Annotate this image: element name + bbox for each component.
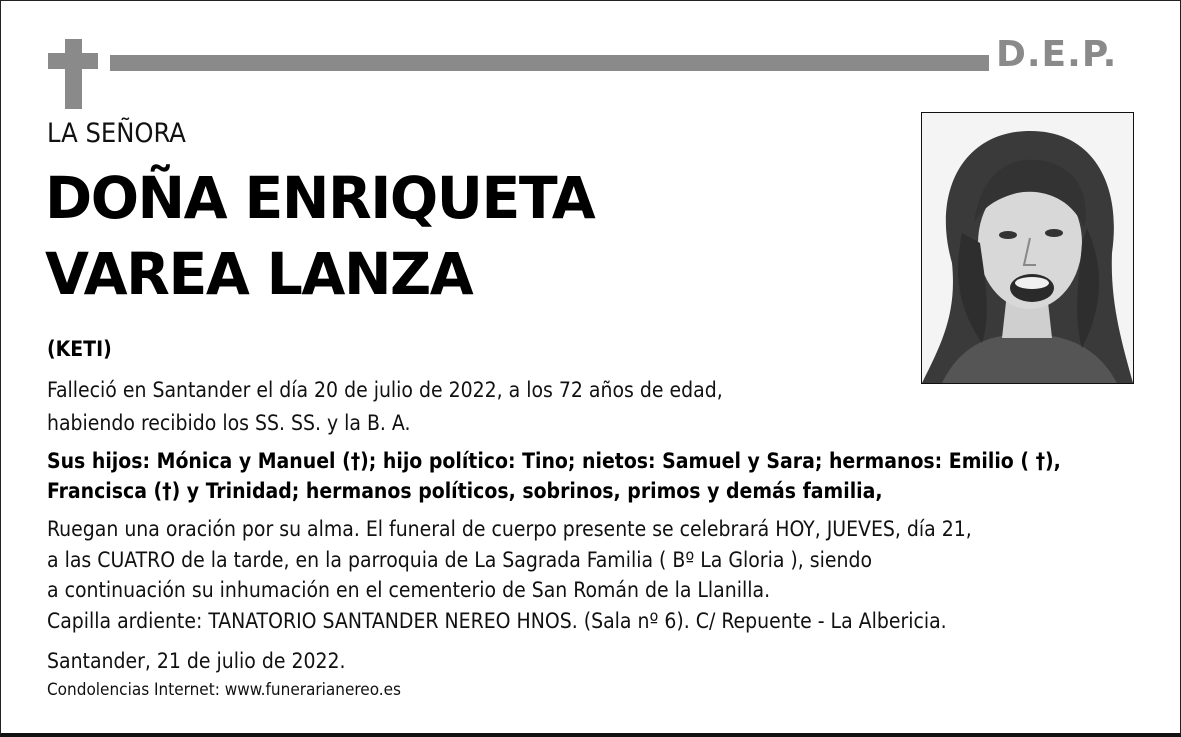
death-line-2: habiendo recibido los SS. SS. y la B. A. xyxy=(47,411,411,435)
portrait-photo xyxy=(921,112,1134,384)
family-line-1: Sus hijos: Mónica y Manuel (†); hijo político: Tino; nietos: Samuel y Sara; hermanos: Emilio ( †), xyxy=(47,449,1061,473)
deceased-name xyxy=(45,160,594,312)
condolences-link: Condolencias Internet: www.funerarianereo.es xyxy=(47,680,402,700)
dateline: Santander, 21 de julio de 2022. xyxy=(47,649,346,673)
family-list xyxy=(47,446,1157,506)
name-line-1: DOÑA ENRIQUETA xyxy=(45,164,595,232)
death-notice xyxy=(47,374,867,440)
intro-title: LA SEÑORA xyxy=(47,118,186,149)
name-line-2: VAREA LANZA xyxy=(45,240,473,308)
portrait-icon xyxy=(922,113,1133,383)
funeral-line-1: Ruegan una oración por su alma. El funeral de cuerpo presente se celebrará HOY, JUEVES, día 21, xyxy=(47,517,972,541)
header-rule xyxy=(110,55,989,71)
funeral-line-3: a continuación su inhumación en el cementerio de San Román de la Llanilla. xyxy=(47,578,771,602)
dep-label: D.E.P. xyxy=(996,34,1118,75)
death-line-1: Falleció en Santander el día 20 de julio de 2022, a los 72 años de edad, xyxy=(47,378,723,402)
funeral-line-2: a las CUATRO de la tarde, en la parroquia de La Sagrada Familia ( Bº La Gloria ), siendo xyxy=(47,547,873,572)
cross-icon xyxy=(65,39,82,109)
cross-icon-bar xyxy=(48,53,98,69)
funeral-details xyxy=(47,514,1167,636)
nickname: (KETI) xyxy=(47,337,112,361)
family-line-2: Francisca (†) y Trinidad; hermanos políticos, sobrinos, primos y demás familia, xyxy=(47,479,883,503)
funeral-line-4: Capilla ardiente: TANATORIO SANTANDER NEREO HNOS. (Sala nº 6). C/ Repuente - La Albericia. xyxy=(47,608,947,633)
